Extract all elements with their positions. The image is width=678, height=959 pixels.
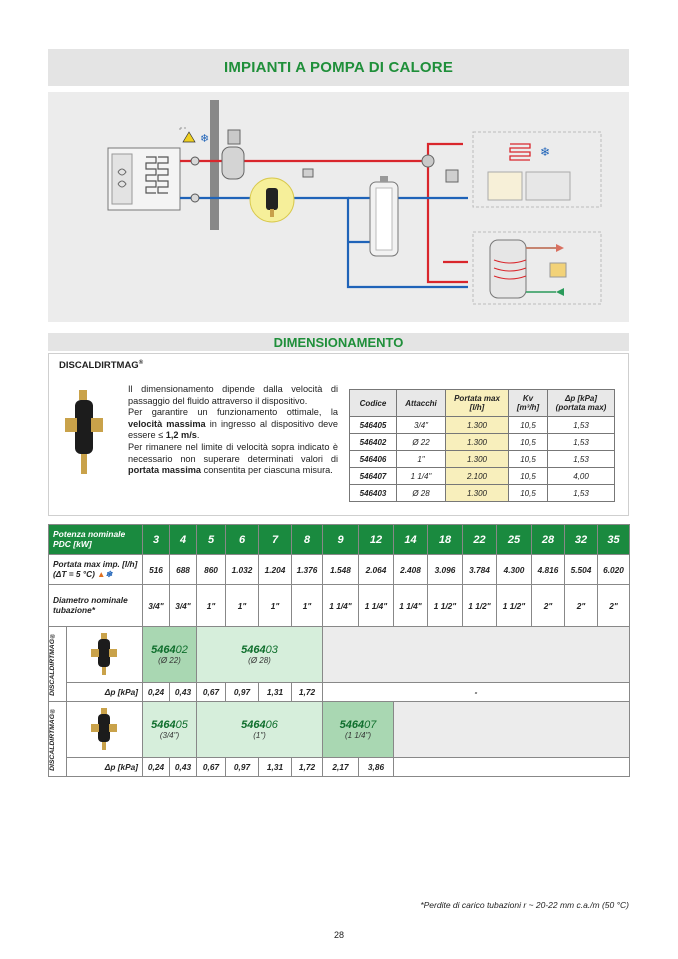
cell: 546406 <box>350 451 397 468</box>
sizing-table <box>48 524 630 777</box>
warning-icon <box>183 132 195 142</box>
model-cell: 546405 (3/4") <box>143 702 197 758</box>
power-cell: 28 <box>532 525 565 555</box>
diameter-row <box>49 585 630 627</box>
power-cell: 32 <box>565 525 598 555</box>
diameter-cell: 1" <box>292 585 323 627</box>
dp-cell: - <box>323 683 630 702</box>
dp-cell: 0,24 <box>143 683 170 702</box>
flow-cell: 1.548 <box>323 555 359 585</box>
cell: Ø 22 <box>397 434 446 451</box>
cell: 546405 <box>350 417 397 434</box>
flow-cell: 4.300 <box>497 555 532 585</box>
power-row <box>49 525 630 555</box>
dp-row <box>49 683 630 702</box>
pump-group <box>228 130 240 144</box>
diameter-cell: 1 1/2" <box>428 585 463 627</box>
dp-cell: 0,67 <box>197 683 226 702</box>
diameter-cell: 3/4" <box>170 585 197 627</box>
heat-pump-diagram <box>48 92 629 322</box>
table-row <box>350 434 615 451</box>
diameter-cell: 2" <box>565 585 598 627</box>
page-title: IMPIANTI A POMPA DI CALORE <box>223 59 454 76</box>
group-label: DISCALDIRTMAG® <box>49 627 67 702</box>
cell: 1.300 <box>446 434 509 451</box>
section-title: DIMENSIONAMENTO <box>273 335 404 350</box>
cell: 1.300 <box>446 451 509 468</box>
power-cell: 4 <box>170 525 197 555</box>
cell: 2.100 <box>446 468 509 485</box>
flow-cell: 3.096 <box>428 555 463 585</box>
power-cell: 35 <box>598 525 630 555</box>
cell: 1,53 <box>548 434 615 451</box>
floor-heating-icon <box>510 144 530 160</box>
radiator <box>488 172 522 200</box>
cell: 1,53 <box>548 417 615 434</box>
col-header: Kv [m³/h] <box>509 390 548 417</box>
dp-cell: 1,31 <box>259 683 292 702</box>
cell: 4,00 <box>548 468 615 485</box>
cell: Ø 28 <box>397 485 446 502</box>
cell: 3/4" <box>397 417 446 434</box>
mixing-valve <box>422 155 434 167</box>
diameter-cell: 1 1/2" <box>497 585 532 627</box>
diameter-cell: 1" <box>259 585 292 627</box>
model-row <box>49 702 630 758</box>
power-cell: 5 <box>197 525 226 555</box>
diameter-cell: 1" <box>197 585 226 627</box>
flow-cell: 1.376 <box>292 555 323 585</box>
power-cell: 12 <box>359 525 394 555</box>
cell: 1,53 <box>548 485 615 502</box>
cold-inlet-arrow <box>556 288 564 296</box>
table-row <box>350 485 615 502</box>
flame-icon: ▲ <box>97 568 106 579</box>
cell: 1 1/4" <box>397 468 446 485</box>
model-cell: 546406 (1") <box>197 702 323 758</box>
col-header: Δp [kPa] (portata max) <box>548 390 615 417</box>
cell: 546407 <box>350 468 397 485</box>
dp-cell: 0,97 <box>226 758 259 777</box>
dp-cell: 0,43 <box>170 683 197 702</box>
wall <box>210 100 219 230</box>
diameter-cell: 2" <box>598 585 630 627</box>
dp-cell: 0,24 <box>143 758 170 777</box>
diameter-cell: 1" <box>226 585 259 627</box>
diameter-cell: 1 1/2" <box>463 585 497 627</box>
product-box <box>48 353 629 516</box>
spec-table <box>349 389 615 502</box>
footnote: *Perdite di carico tubazioni r ~ 20-22 mm c.a./m (50 °C) <box>420 900 629 910</box>
dp-row <box>49 758 630 777</box>
flow-cell: 2.408 <box>394 555 428 585</box>
col-header: Portata max [l/h] <box>446 390 509 417</box>
cell: 1.300 <box>446 417 509 434</box>
diameter-cell: 1 1/4" <box>394 585 428 627</box>
flow-row <box>49 555 630 585</box>
dp-cell: 3,86 <box>359 758 394 777</box>
product-image-small <box>85 706 125 752</box>
empty-cell <box>323 627 630 683</box>
dp-cell: 2,17 <box>323 758 359 777</box>
empty-cell <box>394 758 630 777</box>
power-cell: 8 <box>292 525 323 555</box>
diameter-label: Diametro nominale tubazione* <box>49 585 143 627</box>
power-cell: 9 <box>323 525 359 555</box>
diameter-cell: 1 1/4" <box>323 585 359 627</box>
col-header: Attacchi <box>397 390 446 417</box>
flow-cell: 516 <box>143 555 170 585</box>
diameter-cell: 1 1/4" <box>359 585 394 627</box>
cell: 10,5 <box>509 468 548 485</box>
snowflake-icon: ❄ <box>200 133 210 145</box>
flow-cell: 3.784 <box>463 555 497 585</box>
title-band <box>48 49 629 86</box>
product-description: Il dimensionamento dipende dalla velocità di passaggio del fluido attraverso il dispositivo. Per garantire un funzionamento ottimale, la velocità massima in ingresso al dispositivo deve essere ≤ 1,2 m/s. Per rimanere nel limite di velocità sopra indicato è necessario non superare determinati valori di portata massima consentita per ciascuna misura. <box>128 384 339 476</box>
cell: 1.300 <box>446 485 509 502</box>
model-row <box>49 627 630 683</box>
table-row <box>350 468 615 485</box>
power-cell: 7 <box>259 525 292 555</box>
product-image <box>63 388 113 488</box>
system-schematic <box>48 92 629 322</box>
product-thumb <box>67 627 143 683</box>
cell: 10,5 <box>509 417 548 434</box>
power-cell: 18 <box>428 525 463 555</box>
dp-label: Δp [kPa] <box>67 758 143 777</box>
flow-label: Portata max imp. [l/h] (ΔT = 5 °C) ▲❄ <box>49 555 143 585</box>
tap-icon <box>550 263 566 277</box>
diameter-cell: 3/4" <box>143 585 170 627</box>
dp-cell: 1,72 <box>292 683 323 702</box>
product-image-small <box>85 631 125 677</box>
snowflake-icon: ❄ <box>105 568 113 579</box>
flow-cell: 6.020 <box>598 555 630 585</box>
power-cell: 3 <box>143 525 170 555</box>
product-name: DISCALDIRTMAG® <box>59 360 144 372</box>
power-cell: 22 <box>463 525 497 555</box>
group-label: DISCALDIRTMAG® <box>49 702 67 777</box>
empty-cell <box>394 702 630 758</box>
dp-cell: 1,72 <box>292 758 323 777</box>
flow-cell: 1.032 <box>226 555 259 585</box>
flow-cell: 1.204 <box>259 555 292 585</box>
cell: 1" <box>397 451 446 468</box>
dp-cell: 0,97 <box>226 683 259 702</box>
flow-cell: 2.064 <box>359 555 394 585</box>
cell: 1,53 <box>548 451 615 468</box>
flow-cell: 4.816 <box>532 555 565 585</box>
power-cell: 6 <box>226 525 259 555</box>
expansion-vessel <box>222 147 244 179</box>
dp-label: Δp [kPa] <box>67 683 143 702</box>
power-cell: 25 <box>497 525 532 555</box>
fan-coil <box>526 172 570 200</box>
table-row <box>350 417 615 434</box>
product-thumb <box>67 702 143 758</box>
col-header: Codice <box>350 390 397 417</box>
cell: 546402 <box>350 434 397 451</box>
cell: 10,5 <box>509 434 548 451</box>
diameter-cell: 2" <box>532 585 565 627</box>
power-cell: 14 <box>394 525 428 555</box>
hot-outlet-arrow <box>556 244 564 252</box>
dp-cell: 0,43 <box>170 758 197 777</box>
dirt-separator <box>266 188 278 210</box>
power-label: Potenza nominale PDC [kW] <box>49 525 143 555</box>
svg-text:❄: ❄ <box>540 145 551 159</box>
cell: 10,5 <box>509 451 548 468</box>
table-row <box>350 451 615 468</box>
model-cell: 546407 (1 1/4") <box>323 702 394 758</box>
page-number: 28 <box>333 930 344 940</box>
cell: 546403 <box>350 485 397 502</box>
model-cell: 546402 (Ø 22) <box>143 627 197 683</box>
cell: 10,5 <box>509 485 548 502</box>
flow-cell: 860 <box>197 555 226 585</box>
model-cell: 546403 (Ø 28) <box>197 627 323 683</box>
flow-cell: 688 <box>170 555 197 585</box>
flow-cell: 5.504 <box>565 555 598 585</box>
fan-icon <box>112 154 132 204</box>
dp-cell: 1,31 <box>259 758 292 777</box>
section-band <box>48 333 629 351</box>
dp-cell: 0,67 <box>197 758 226 777</box>
